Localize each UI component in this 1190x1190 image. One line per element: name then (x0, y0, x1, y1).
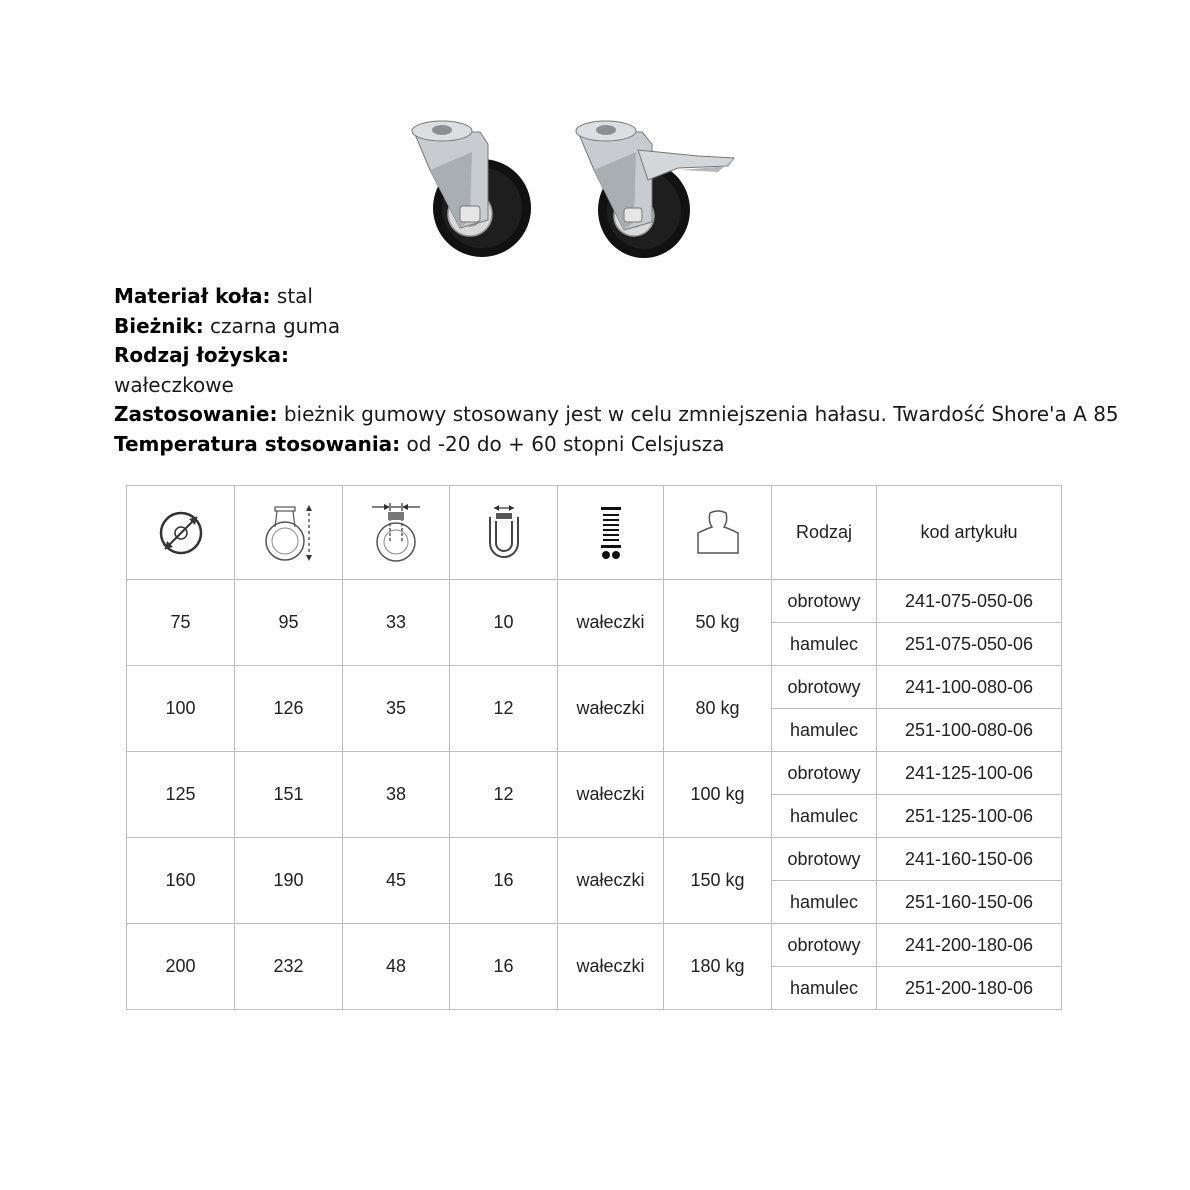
cell-type: obrotowy (772, 580, 877, 623)
table-row (127, 838, 1062, 881)
spec-value: czarna guma (203, 313, 341, 338)
cell-bearing: wałeczki (558, 666, 664, 752)
header-total-height (235, 486, 343, 580)
cell-code: 241-160-150-06 (877, 838, 1062, 881)
cell-load: 180 kg (664, 924, 772, 1010)
cell-code: 241-100-080-06 (877, 666, 1062, 709)
spec-wheel-material (114, 282, 1114, 312)
header-wheel-width (343, 486, 450, 580)
spec-bearing-type-value (114, 371, 1114, 401)
spec-bearing-type (114, 341, 1114, 371)
swivel-caster-image (412, 121, 531, 257)
header-load-capacity (664, 486, 772, 580)
spec-value: bieżnik gumowy stosowany jest w celu zmniejszenia hałasu. Twardość Shore'a A 85 (277, 402, 1119, 426)
table-row (127, 666, 1062, 709)
cell-code: 251-160-150-06 (877, 881, 1062, 924)
cell-hole: 16 (450, 838, 558, 924)
cell-width: 45 (343, 838, 450, 924)
cell-diameter: 75 (127, 580, 235, 666)
header-bolt-hole (450, 486, 558, 580)
cell-height: 190 (235, 838, 343, 924)
cell-type: obrotowy (772, 838, 877, 881)
cell-code: 251-075-050-06 (877, 623, 1062, 666)
cell-code: 251-100-080-06 (877, 709, 1062, 752)
cell-height: 151 (235, 752, 343, 838)
cell-height: 232 (235, 924, 343, 1010)
cell-load: 50 kg (664, 580, 772, 666)
cell-code: 241-075-050-06 (877, 580, 1062, 623)
cell-bearing: wałeczki (558, 580, 664, 666)
spec-label: Materiał koła: (114, 284, 271, 308)
cell-width: 38 (343, 752, 450, 838)
specifications (114, 282, 1119, 459)
spec-label: Bieżnik: (114, 313, 204, 338)
cell-code: 251-125-100-06 (877, 795, 1062, 838)
cell-type: hamulec (772, 881, 877, 924)
header-type: Rodzaj (772, 486, 877, 580)
spec-value: stal (270, 284, 313, 308)
cell-code: 251-200-180-06 (877, 967, 1062, 1010)
cell-hole: 12 (450, 752, 558, 838)
cell-type: hamulec (772, 623, 877, 666)
cell-bearing: wałeczki (558, 924, 664, 1010)
bearing-type-icon (599, 505, 623, 561)
load-capacity-icon (694, 509, 742, 557)
cell-code: 241-200-180-06 (877, 924, 1062, 967)
cell-diameter: 200 (127, 924, 235, 1010)
cell-code: 241-125-100-06 (877, 752, 1062, 795)
cell-type: obrotowy (772, 924, 877, 967)
spec-label: Zastosowanie: (114, 402, 278, 426)
cell-load: 100 kg (664, 752, 772, 838)
cell-hole: 16 (450, 924, 558, 1010)
cell-diameter: 160 (127, 838, 235, 924)
cell-bearing: wałeczki (558, 838, 664, 924)
cell-type: hamulec (772, 967, 877, 1010)
brake-caster-image (576, 121, 734, 258)
product-image (400, 110, 750, 270)
product-table (126, 485, 1062, 1010)
header-article-code: kod artykułu (877, 486, 1062, 580)
table-header-row (127, 486, 1062, 580)
table-row (127, 580, 1062, 623)
table-row (127, 752, 1062, 795)
cell-height: 95 (235, 580, 343, 666)
cell-type: hamulec (772, 795, 877, 838)
cell-width: 33 (343, 580, 450, 666)
cell-type: obrotowy (772, 666, 877, 709)
cell-diameter: 125 (127, 752, 235, 838)
spec-value: wałeczkowe (114, 372, 234, 397)
spec-temperature (114, 430, 1114, 460)
header-bearing-type (558, 486, 664, 580)
total-height-icon (261, 503, 317, 563)
spec-label: Rodzaj łożyska: (114, 343, 289, 367)
spec-application (114, 400, 1119, 430)
header-wheel-diameter (127, 486, 235, 580)
bolt-hole-icon (480, 503, 528, 563)
cell-hole: 12 (450, 666, 558, 752)
cell-width: 48 (343, 924, 450, 1010)
cell-height: 126 (235, 666, 343, 752)
cell-width: 35 (343, 666, 450, 752)
table-row (127, 924, 1062, 967)
spec-label: Temperatura stosowania: (114, 431, 401, 456)
wheel-width-icon (370, 502, 422, 564)
cell-bearing: wałeczki (558, 752, 664, 838)
cell-load: 150 kg (664, 838, 772, 924)
cell-type: hamulec (772, 709, 877, 752)
spec-value: od -20 do + 60 stopni Celsjusza (400, 431, 725, 456)
cell-hole: 10 (450, 580, 558, 666)
cell-diameter: 100 (127, 666, 235, 752)
spec-tread (114, 312, 1114, 342)
cell-load: 80 kg (664, 666, 772, 752)
cell-type: obrotowy (772, 752, 877, 795)
wheel-diameter-icon (157, 509, 205, 557)
